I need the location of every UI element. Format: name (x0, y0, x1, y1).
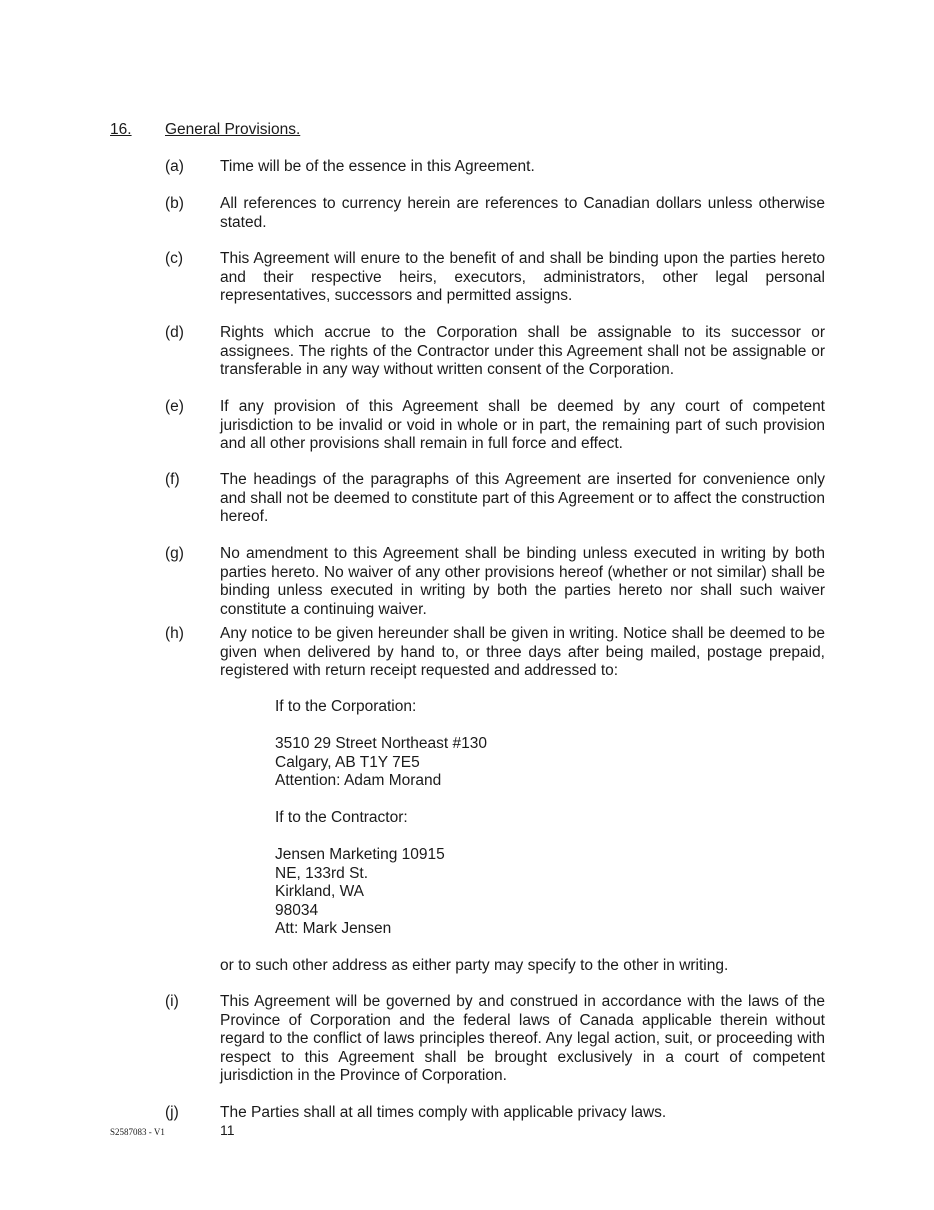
clause-label: (a) (165, 158, 184, 175)
address-line: Calgary, AB T1Y 7E5 (275, 753, 420, 771)
address-line: NE, 133rd St. (275, 864, 369, 882)
section-number: 16. (110, 121, 132, 138)
clause-label: (i) (165, 993, 179, 1010)
clause-a (165, 158, 825, 177)
corporation-heading: If to the Corporation: (275, 698, 417, 715)
clause-label: (b) (165, 195, 184, 212)
address-line: Attention: Adam Morand (275, 772, 442, 789)
address-line: 98034 (275, 901, 319, 919)
address-line: Jensen Marketing 10915 (275, 846, 445, 863)
clause-c (165, 250, 825, 306)
clause-i (165, 993, 825, 1086)
clause-label: (j) (165, 1104, 179, 1121)
clause-text: No amendment to this Agreement shall be binding unless executed in writing by both parties hereto. No waiver of any other provisions hereof (whether or not similar) shall be binding unless executed in writing by both the parties hereto nor shall such waiver constitute a continuing waiver. (220, 545, 825, 618)
address-line: Kirkland, WA (275, 883, 365, 900)
clause-label: (f) (165, 471, 180, 488)
clause-b (165, 195, 825, 232)
clause-label: (d) (165, 324, 184, 341)
clause-j (165, 1104, 825, 1123)
clause-label: (h) (165, 625, 184, 642)
clause-h (165, 625, 825, 681)
clause-text: Any notice to be given hereunder shall be given in writing. Notice shall be deemed to be given when delivered by hand to, or three days after being mailed, postage prepaid, registered with return receipt requested and addressed to: (220, 625, 825, 679)
clause-text: All references to currency herein are references to Canadian dollars unless otherwise stated. (220, 195, 825, 231)
clause-text: The Parties shall at all times comply with applicable privacy laws. (220, 1104, 667, 1121)
clause-text: This Agreement will be governed by and construed in accordance with the laws of the Province of Corporation and the federal laws of Canada applicable therein without regard to the conflict of laws principles thereof. Any legal action, suit, or proceeding with respect to this Agreement shall be brought exclusively in a court of competent jurisdiction in the Province of Corporation. (220, 993, 825, 1084)
clause-text: Time will be of the essence in this Agreement. (220, 158, 535, 175)
clause-label: (c) (165, 250, 184, 267)
notice-closing: or to such other address as either party may specify to the other in writing. (220, 957, 729, 974)
address-line: 3510 29 Street Northeast #130 (275, 735, 487, 752)
clause-text: The headings of the paragraphs of this Agreement are inserted for convenience only and shall not be deemed to constitute part of this Agreement or to affect the construction hereof. (220, 471, 825, 525)
page-number: 11 (220, 1122, 235, 1138)
clause-label: (e) (165, 398, 184, 415)
clause-text: If any provision of this Agreement shall be deemed by any court of competent jurisdiction to be invalid or void in whole or in part, the remaining part of such provision and all other provisions shall remain in full force and effect. (220, 398, 825, 452)
corporation-address (275, 698, 487, 791)
clause-d (165, 324, 825, 380)
contractor-address (275, 809, 445, 939)
clause-f (165, 471, 825, 527)
clause-label: (g) (165, 545, 184, 562)
clause-text: This Agreement will enure to the benefit of and shall be binding upon the parties hereto and their respective heirs, executors, administrators, other legal personal representatives, successors and permitted assigns. (220, 250, 825, 304)
clause-g (165, 545, 825, 619)
document-id: S2587083 - V1 (110, 1127, 165, 1137)
contractor-heading: If to the Contractor: (275, 809, 408, 826)
address-line: Att: Mark Jensen (275, 920, 392, 937)
clause-e (165, 398, 825, 454)
section-title: General Provisions. (165, 121, 301, 138)
clause-text: Rights which accrue to the Corporation shall be assignable to its successor or assignees. The rights of the Contractor under this Agreement shall not be assignable or transferable in any way without written consent of the Corporation. (220, 324, 825, 378)
